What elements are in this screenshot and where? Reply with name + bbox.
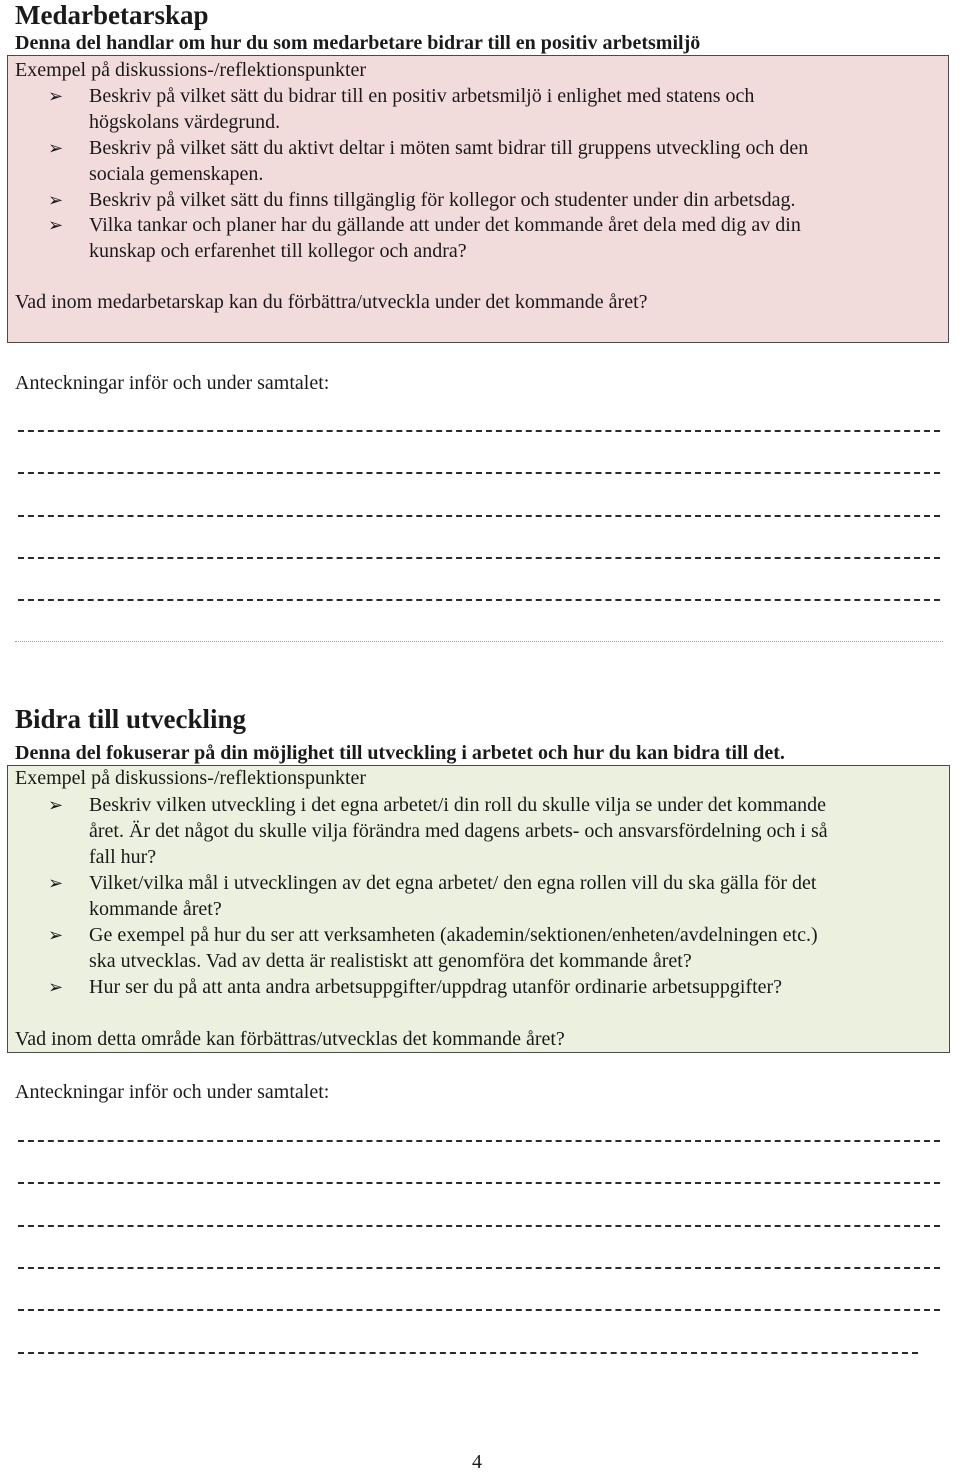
bullet-text-line: Hur ser du på att anta andra arbetsuppgifter/uppdrag utanför ordinarie arbetsuppgifter? [89, 976, 783, 998]
bullet-text-line: Vilka tankar och planer har du gällande att under det kommande året dela med dig av din [89, 214, 801, 236]
bullet-text-line: fall hur? [89, 846, 157, 868]
bullet-text-line: Beskriv vilken utveckling i det egna arbetet/i din roll du skulle vilja se under det kommande [89, 794, 827, 816]
bullet-arrow-icon: ➢ [48, 190, 64, 210]
bullet-arrow-icon: ➢ [48, 795, 64, 815]
notes-writing-line[interactable] [18, 599, 940, 601]
bullet-arrow-icon: ➢ [48, 138, 64, 158]
notes-writing-line[interactable] [18, 557, 940, 559]
notes-writing-line[interactable] [18, 1309, 940, 1311]
notes-writing-line[interactable] [18, 1267, 940, 1269]
notes-writing-line[interactable] [18, 472, 940, 474]
bullet-text-line: ska utvecklas. Vad av detta är realistiskt att genomföra det kommande året? [89, 950, 692, 972]
notes-label: Anteckningar inför och under samtalet: [15, 372, 330, 394]
bullet-arrow-icon: ➢ [48, 86, 64, 106]
bullet-arrow-icon: ➢ [48, 925, 64, 945]
notes-writing-line[interactable] [18, 1352, 918, 1354]
section-divider [15, 641, 943, 642]
bullet-arrow-icon: ➢ [48, 977, 64, 997]
reflection-question: Vad inom detta område kan förbättras/utvecklas det kommande året? [15, 1028, 565, 1050]
bullet-text-line: kunskap och erfarenhet till kollegor och andra? [89, 240, 467, 262]
notes-writing-line[interactable] [18, 1225, 940, 1227]
section-heading-medarbetarskap: Medarbetarskap [15, 0, 209, 30]
bullet-text-line: Ge exempel på hur du ser att verksamheten (akademin/sektionen/enheten/avdelningen etc.) [89, 924, 818, 946]
notes-writing-line[interactable] [18, 1182, 940, 1184]
bullet-text-line: högskolans värdegrund. [89, 111, 281, 133]
section-subheading: Denna del fokuserar på din möjlighet till utveckling i arbetet och hur du kan bidra till det. [15, 742, 785, 764]
bullet-arrow-icon: ➢ [48, 215, 64, 235]
reflection-question: Vad inom medarbetarskap kan du förbättra/utveckla under det kommande året? [15, 291, 648, 313]
bullet-text-line: Vilket/vilka mål i utvecklingen av det egna arbetet/ den egna rollen vill du ska gälla för det [89, 872, 817, 894]
examples-label: Exempel på diskussions-/reflektionspunkter [15, 59, 367, 81]
section-heading-bidra-till-utveckling: Bidra till utveckling [15, 704, 247, 734]
bullet-text-line: Beskriv på vilket sätt du bidrar till en positiv arbetsmiljö i enlighet med statens och [89, 85, 755, 107]
bullet-text-line: Beskriv på vilket sätt du aktivt deltar i möten samt bidrar till gruppens utveckling och den [89, 137, 809, 159]
bullet-text-line: Beskriv på vilket sätt du finns tillgänglig för kollegor och studenter under din arbetsdag. [89, 189, 796, 211]
bullet-text-line: året. Är det något du skulle vilja förändra med dagens arbets- och ansvarsfördelning och i så [89, 820, 828, 842]
notes-writing-line[interactable] [18, 1140, 940, 1142]
examples-label: Exempel på diskussions-/reflektionspunkter [15, 767, 367, 789]
notes-writing-line[interactable] [18, 515, 940, 517]
section-subheading: Denna del handlar om hur du som medarbetare bidrar till en positiv arbetsmiljö [15, 32, 701, 54]
page-number: 4 [472, 1451, 482, 1473]
bullet-text-line: kommande året? [89, 898, 222, 920]
notes-writing-line[interactable] [18, 430, 940, 432]
bullet-text-line: sociala gemenskapen. [89, 163, 264, 185]
bullet-arrow-icon: ➢ [48, 873, 64, 893]
notes-label: Anteckningar inför och under samtalet: [15, 1081, 330, 1103]
